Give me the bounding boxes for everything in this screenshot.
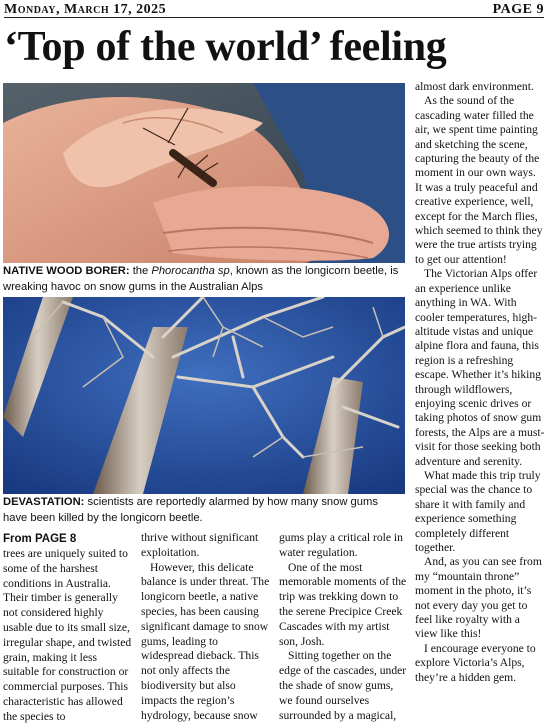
column-4-paragraph-6: I encourage everyone to explore Victoria’s Alps, they’re a hidden gem. — [415, 641, 536, 684]
beetle-caption-text: , known as the longicorn beetle, is wreaking havoc on snow gums in the Australian Alps — [3, 265, 399, 293]
column-4-paragraph-3: The Victorian Alps offer an experience unlike anything in WA. With cooler temperatures, high-altitude vistas and unique alpine flora and fauna, this region is a refreshing escape. Whether it’s hiking through wildflowers, enjoying scenic drives or taking photos of snow gum forests, the Alps are a must-visit for those seeking both adventure and serenity. — [415, 267, 545, 468]
column-3-paragraph-1: gums play a critical role in water regulation. — [279, 531, 403, 559]
issue-date: Monday, March 17, 2025 — [4, 2, 167, 17]
column-2-paragraph-2: However, this delicate balance is under threat. The longicorn beetle, a native species, has been causing significant damage to snow gums, leading to widespread dieback. This not only affects the biodiversity but also impacts the region’s hydrology, because snow — [141, 560, 270, 722]
column-3 — [279, 531, 407, 723]
trees-caption-label: DEVASTATION: — [3, 496, 85, 508]
headline: ‘Top of the world’ feeling — [4, 24, 447, 70]
beetle-caption — [3, 264, 405, 295]
trees-photo — [3, 297, 405, 494]
column-4-paragraph-5: And, as you can see from my “mountain throne” moment in the photo, it’s not every day you get to feel like royalty with a view like this! — [415, 555, 542, 641]
column-4-paragraph-4: What made this trip truly special was the chance to share it with family and experience something completely different together. — [415, 468, 541, 554]
header-rule — [4, 17, 544, 18]
beetle-photo-image — [3, 83, 405, 263]
page-header — [4, 2, 544, 18]
column-1-paragraph: trees are uniquely suited to some of the harshest conditions in Australia. Their timber is generally not considered highly usable due to its small size, irregular shape, and twisted grain, making it less suitable for construction or commercial purposes. This characteristic has allowed the species to — [3, 547, 132, 723]
beetle-caption-label: NATIVE WOOD BORER: — [3, 265, 130, 277]
beetle-caption-pre: the — [129, 265, 152, 277]
column-2 — [141, 531, 272, 723]
trees-caption-text: scientists are reportedly alarmed by how many snow gums have been killed by the longicorn beetle. — [3, 496, 378, 524]
trees-caption — [3, 495, 405, 526]
column-4-paragraph-2: As the sound of the cascading water filled the air, we spent time painting and sketching the scene, capturing the beauty of the moment in our own ways. It was a truly peaceful and creative experience, well, except for the March flies, which seemed to think they were the true artists trying to get our attention! — [415, 94, 543, 266]
column-4 — [415, 80, 545, 685]
trees-photo-image — [3, 297, 405, 494]
column-1 — [3, 531, 134, 725]
page-number: PAGE 9 — [492, 2, 544, 17]
column-4-paragraph-1: almost dark environment. — [415, 80, 534, 93]
beetle-photo — [3, 83, 405, 263]
beetle-caption-species: Phorocantha sp — [151, 265, 230, 277]
column-2-paragraph-1: thrive without significant exploitation. — [141, 531, 259, 559]
column-3-paragraph-3: Sitting together on the edge of the cascades, under the shade of snow gums, we found ourselves surrounded by a magical, — [279, 649, 407, 722]
column-3-paragraph-2: One of the most memorable moments of the trip was trekking down to the serene Precipice Creek Cascades with my artist son, Josh. — [279, 560, 407, 648]
jump-from-label: From PAGE 8 — [3, 533, 77, 545]
